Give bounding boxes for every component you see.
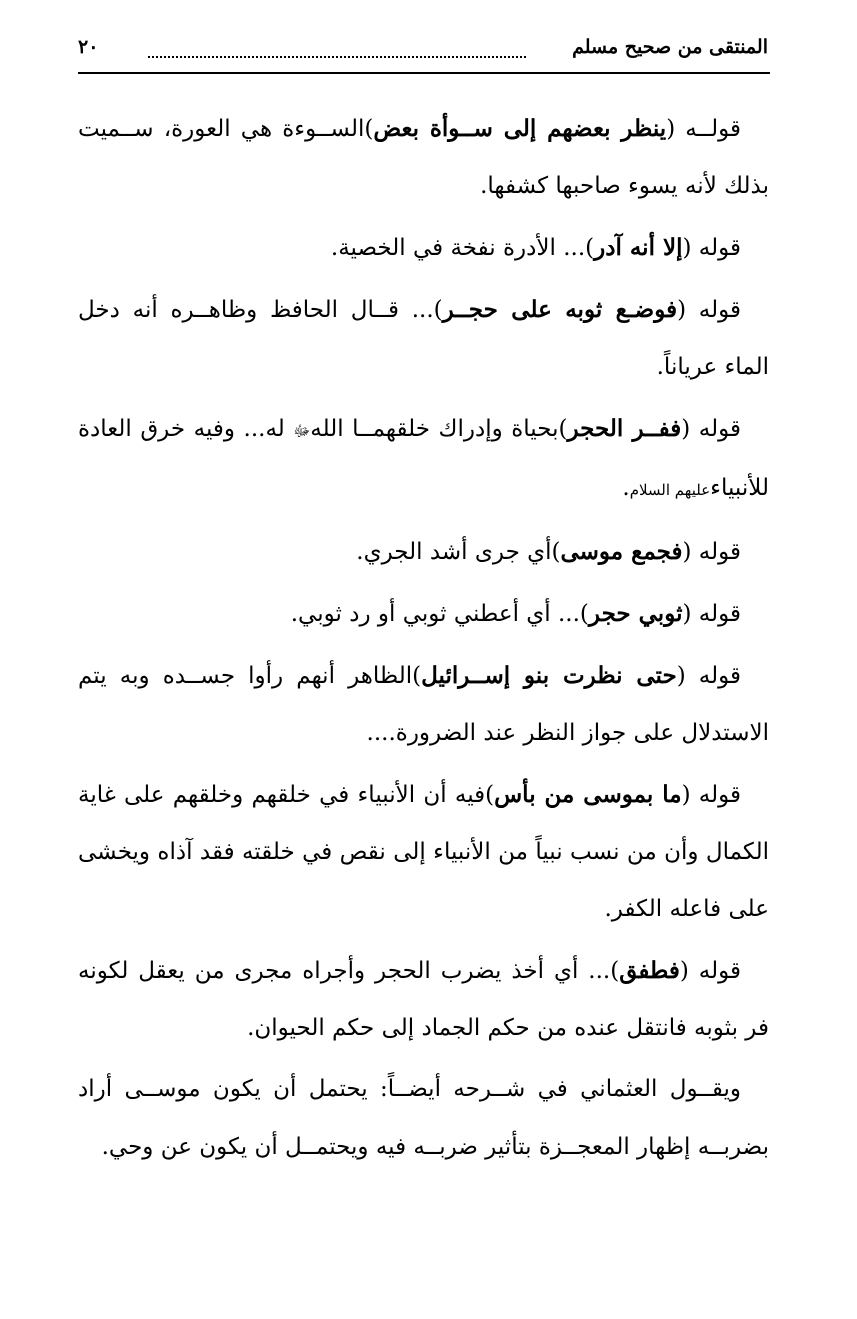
quoted-phrase: فجمع موسى <box>560 538 683 565</box>
quoted-phrase: ثوبي حجر <box>588 600 683 627</box>
paragraph: قوله (فطفق)... أي أخذ يضرب الحجر وأجراه مجرى من يعقل لكونه فر بثوبه فانتقل عنده من حكم الجماد إلى حكم الحيوان. <box>78 957 769 1041</box>
paragraph: قوله (ثوبي حجر)... أي أعطني ثوبي أو رد ثوبي. <box>290 600 741 627</box>
quoted-phrase: إلا أنه آدر <box>594 234 683 261</box>
paragraph: قوله (فوضـع ثوبه على حجــر)... قــال الحافظ وظاهــره أنه دخل الماء عرياناً. <box>78 296 769 380</box>
paragraph: قوله (إلا أنه آدر)... الأدرة نفخة في الخصية. <box>330 234 741 261</box>
page-number: ٢٠ <box>78 36 99 58</box>
honorific-glyph: ﷻ <box>293 422 311 440</box>
page-body <box>78 100 769 1180</box>
quoted-phrase: حتى نظرت بنو إســرائيل <box>421 662 677 689</box>
leader-dots <box>148 56 526 58</box>
quoted-phrase: ما بموسى من بأس <box>494 781 682 808</box>
honorific-glyph: عليهم السلام <box>629 481 711 499</box>
paragraph: قولــه (ينظر بعضهم إلى ســوأة بعض)الســوءة هي العورة، ســميت بذلك لأنه يسوء صاحبها كشفها. <box>78 115 769 199</box>
paragraph: ويقــول العثماني في شــرحه أيضــاً: يحتمل أن يكون موســى أراد بضربــه إظهار المعجــزة بتأثير ضربــه فيه ويحتمــل أن يكون عن وحي. <box>78 1076 769 1160</box>
paragraph: قوله (فجمع موسى)أي جرى أشد الجري. <box>356 538 741 565</box>
quoted-phrase: فطفق <box>619 957 680 984</box>
quoted-phrase: فوضـع ثوبه على حجــر <box>442 296 678 323</box>
paragraph: قوله (حتى نظرت بنو إســرائيل)الظاهر أنهم رأوا جســده وبه يتم الاستدلال على جواز النظر عند الضرورة.... <box>78 662 769 746</box>
running-title: المنتقى من صحيح مسلم <box>572 36 768 58</box>
paragraph: قوله (ما بموسى من بأس)فيه أن الأنبياء في خلقهم وخلقهم على غاية الكمال وأن من نسب نبياً من الأنبياء إلى نقص في خلقته فقد آذاه ويخشى على فاعله الكفر. <box>78 781 769 922</box>
page-header <box>78 30 770 74</box>
quoted-phrase: ففــر الحجر <box>567 415 682 442</box>
paragraph: قوله (ففــر الحجر)بحياة وإدراك خلقهمــا اللهﷻ له... وفيه خرق العادة للأنبياءعليهم السلام. <box>78 415 769 501</box>
quoted-phrase: ينظر بعضهم إلى ســوأة بعض <box>373 115 667 142</box>
